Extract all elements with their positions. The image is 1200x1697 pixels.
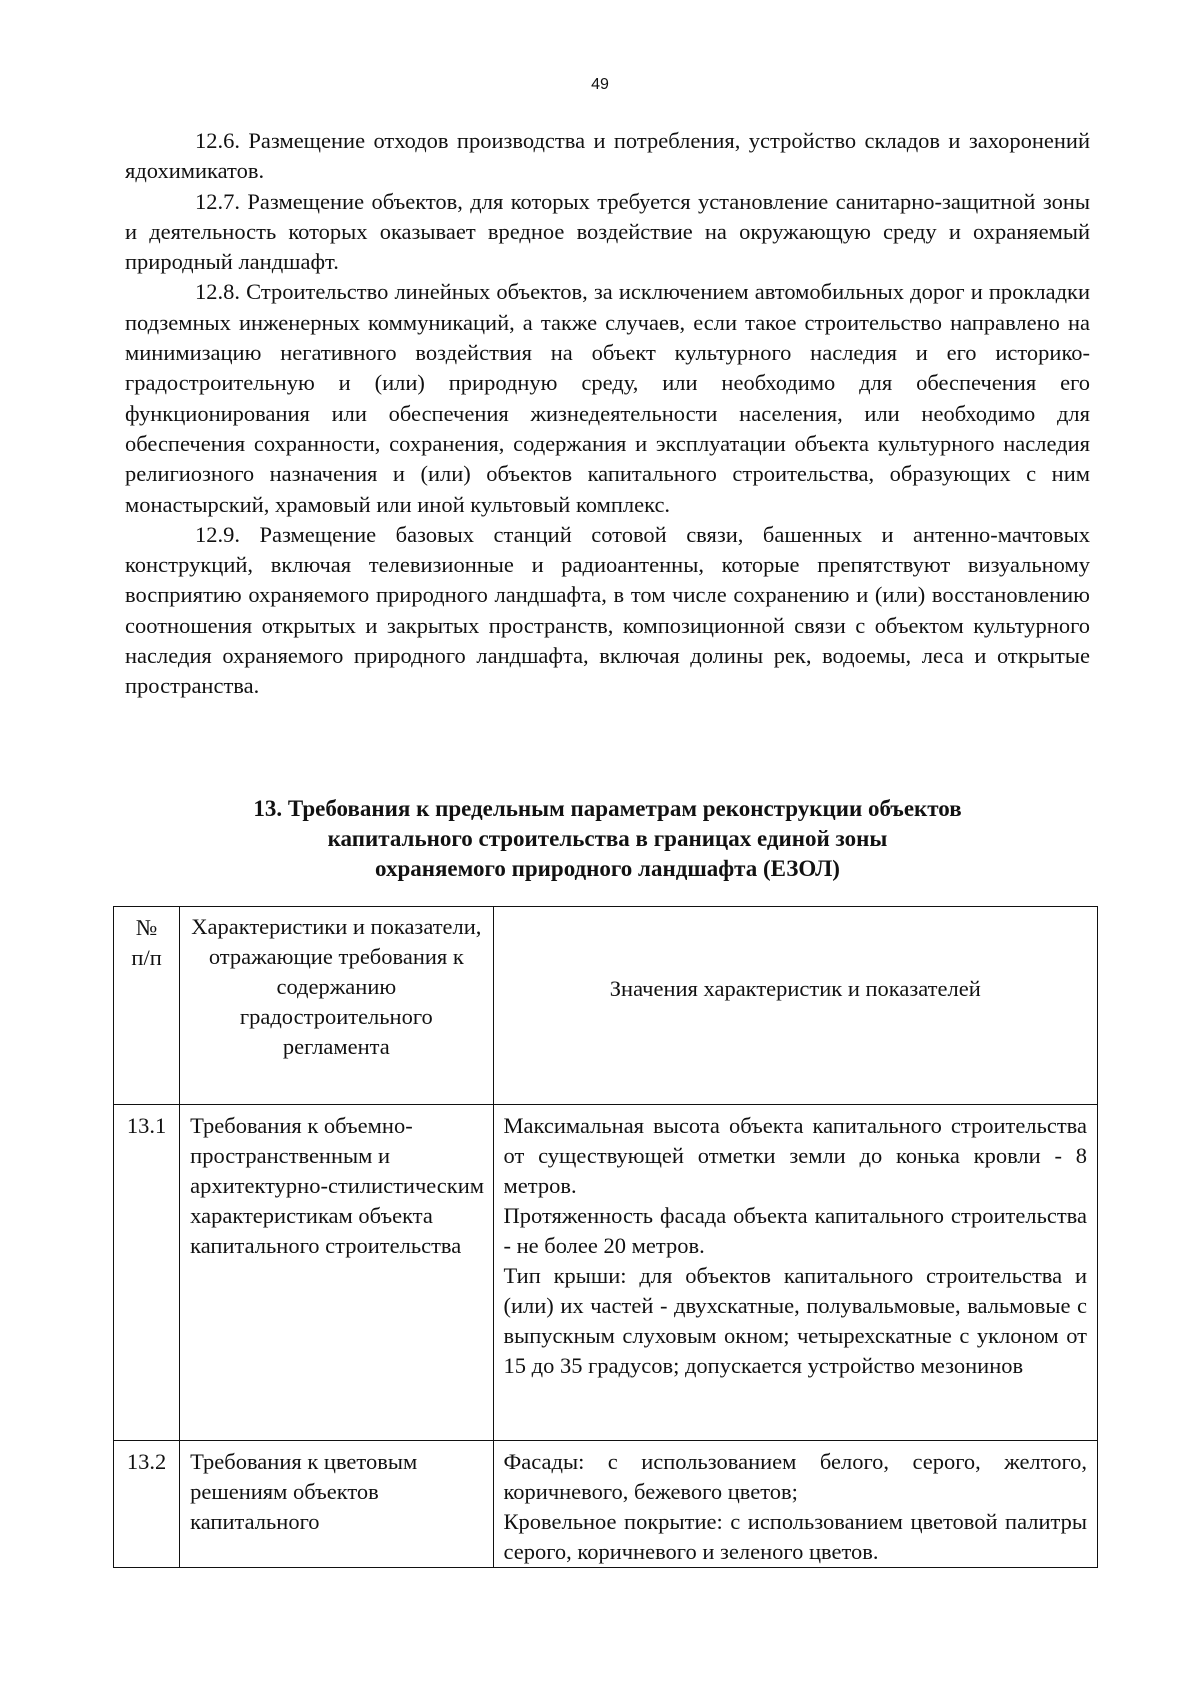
page-number: 49: [591, 76, 609, 93]
header-number-cell: [114, 907, 180, 1105]
value-paragraph: Фасады: с использованием белого, серого, желтого, коричневого, бежевого цветов;: [503, 1449, 1087, 1504]
table-header-row: [114, 907, 1098, 1105]
section-title-line: 13. Требования к предельным параметрам реконструкции объектов: [253, 796, 962, 821]
section-title-line: охраняемого природного ландшафта (ЕЗОЛ): [375, 856, 840, 881]
header-values-cell: Значения характеристик и показателей: [493, 907, 1098, 1105]
body-text: [125, 126, 1090, 702]
paragraph-12-8: 12.8. Строительство линейных объектов, за исключением автомобильных дорог и прокладки подземных инженерных коммуникаций, а также случаев, если такое строительство направлено на минимизацию негативного воздействия на объект культурного наследия и его историко-градостроительную и (или) природную среду, или необходимо для обеспечения его функционирования или обеспечения жизнедеятельности населения, или необходимо для обеспечения сохранности, сохранения, содержания и эксплуатации объекта культурного наследия религиозного назначения и (или) объектов капитального строительства, образующих с ним монастырский, храмовый или иной культовый комплекс.: [125, 279, 1090, 517]
value-paragraph: Максимальная высота объекта капитального строительства от существующей отметки земли до конька кровли - 8 метров.: [503, 1113, 1087, 1198]
value-paragraph: Кровельное покрытие: с использованием цветовой палитры серого, коричневого и зеленого цветов.: [503, 1509, 1087, 1564]
table-row: [114, 1441, 1098, 1568]
section-title: [125, 794, 1090, 884]
row-number-cell: 13.2: [114, 1441, 180, 1568]
table-row: [114, 1105, 1098, 1441]
value-paragraph: Протяженность фасада объекта капитального строительства - не более 20 метров.: [503, 1203, 1087, 1258]
row-values-cell: [493, 1105, 1098, 1441]
requirements-table: [113, 906, 1098, 1568]
paragraph-12-9: 12.9. Размещение базовых станций сотовой связи, башенных и антенно-мачтовых конструкций, включая телевизионные и радиоантенны, которые препятствуют визуальному восприятию охраняемого природного ландшафта, в том числе сохранению и (или) восстановлению соотношения открытых и закрытых пространств, композиционной связи с объектом культурного наследия охраняемого природного ландшафта, включая долины рек, водоемы, леса и открытые пространства.: [125, 521, 1090, 699]
row-characteristic-cell: Требования к цветовым решениям объектов капитального: [180, 1441, 493, 1568]
row-values-cell: [493, 1441, 1098, 1568]
value-paragraph: Тип крыши: для объектов капитального строительства и (или) их частей - двухскатные, полувальмовые, вальмовые с выпускным слуховым окном; четырехскатные с уклоном от 15 до 35 градусов; допускается устройство мезонинов: [503, 1263, 1087, 1378]
paragraph-12-6: 12.6. Размещение отходов производства и потребления, устройство складов и захоронений ядохимикатов.: [125, 128, 1090, 184]
row-characteristic-cell: Требования к объемно-пространственным и архитектурно-стилистическим характеристикам объекта капитального строительства: [180, 1105, 493, 1441]
section-title-line: капитального строительства в границах единой зоны: [327, 826, 888, 851]
row-number-cell: 13.1: [114, 1105, 180, 1441]
header-characteristics-cell: Характеристики и показатели, отражающие требования к содержанию градостроительного регламента: [180, 907, 493, 1105]
header-number-label: п/п: [131, 945, 162, 970]
header-number-symbol: №: [135, 915, 158, 940]
paragraph-12-7: 12.7. Размещение объектов, для которых требуется установление санитарно-защитной зоны и деятельность которых оказывает вредное воздействие на окружающую среду и охраняемый природный ландшафт.: [125, 188, 1090, 275]
